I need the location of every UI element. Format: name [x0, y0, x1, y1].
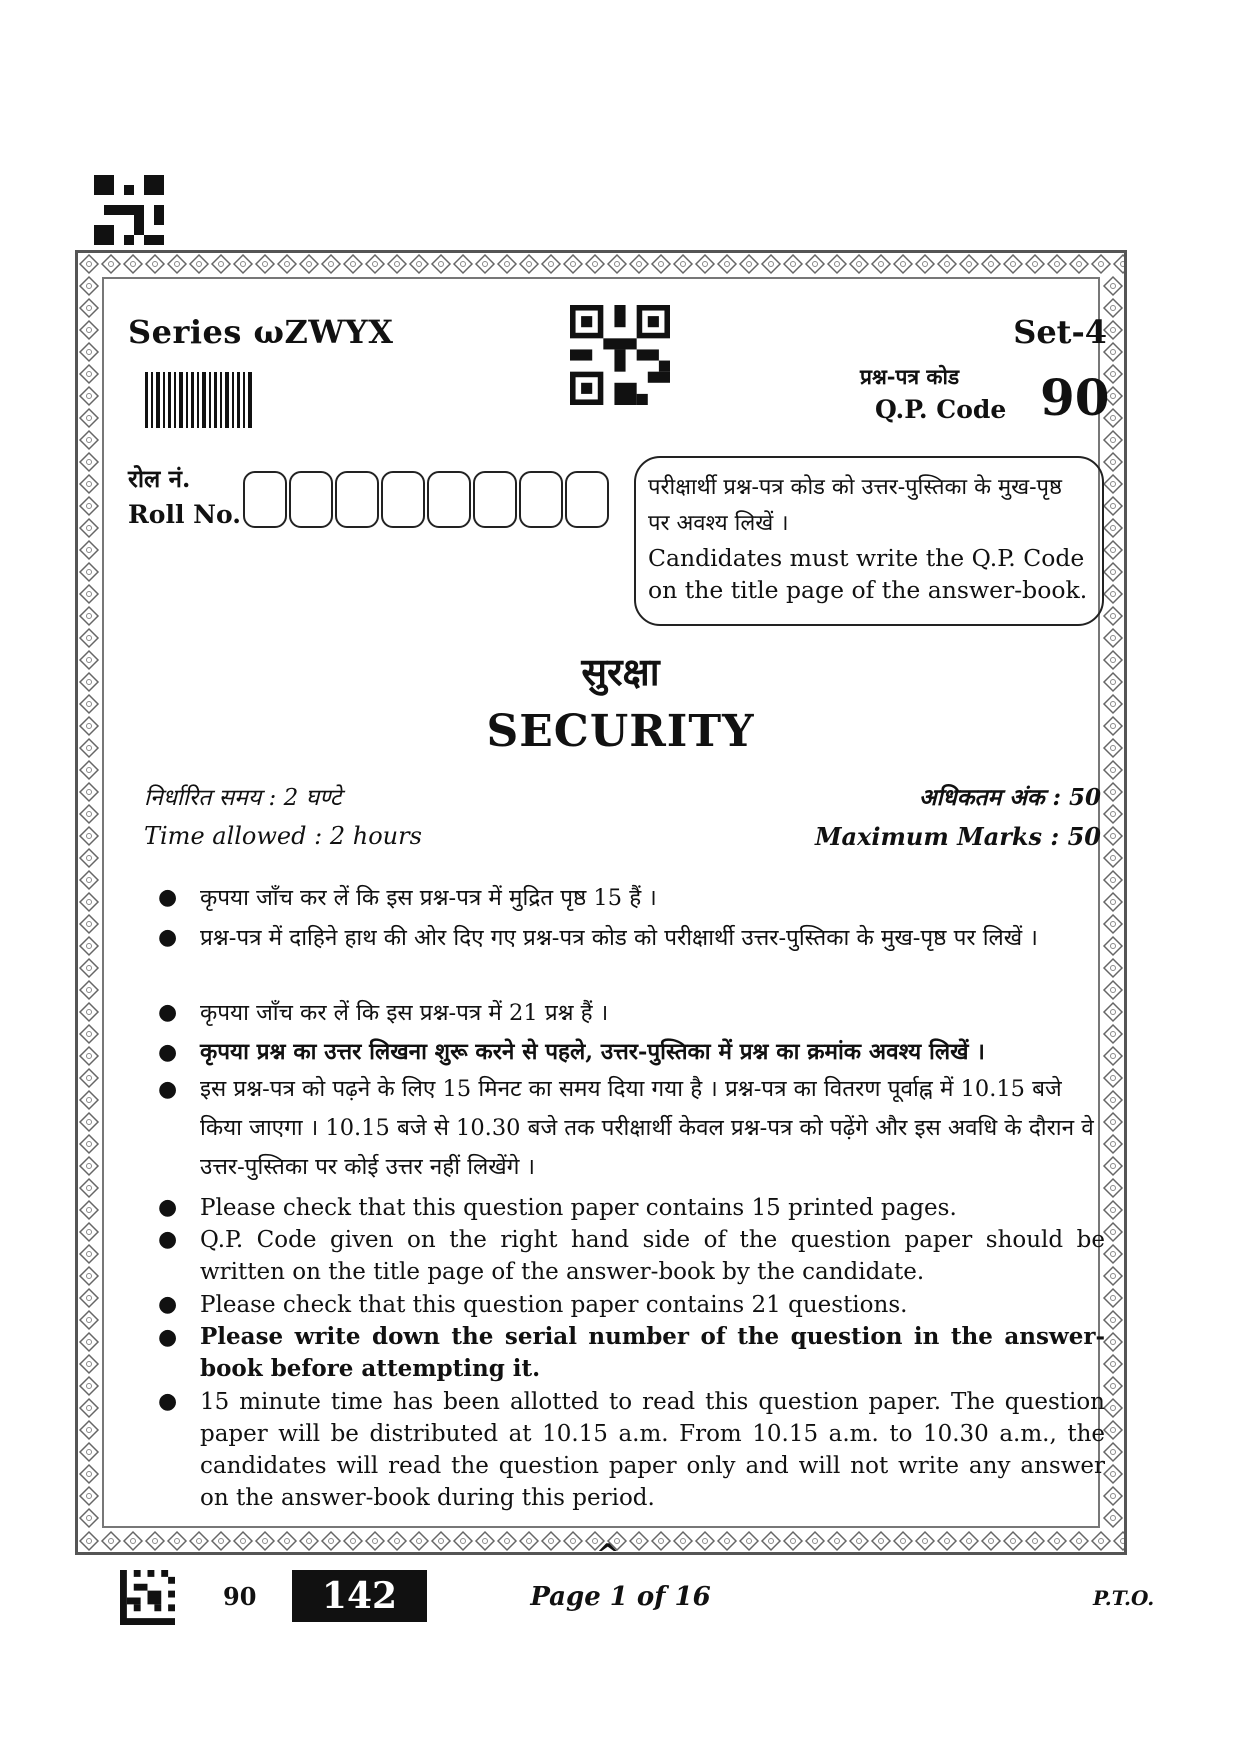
qp-code-value: 90 — [1040, 368, 1110, 427]
footer-code: 90 — [223, 1582, 257, 1611]
qr-code-top-left — [94, 175, 164, 245]
bullet: ● — [158, 1389, 178, 1414]
series-label: Series ωZWYX — [128, 313, 394, 351]
bullet: ● — [158, 1292, 178, 1317]
roll-number-label: Roll No. — [128, 500, 241, 529]
qp-code-label: Q.P. Code — [875, 395, 1007, 424]
instruction-text: Please write down the serial number of the question in the answer-book before attempting it. — [200, 1323, 1105, 1382]
roll-number-box[interactable] — [427, 471, 471, 528]
set-label: Set-4 — [1013, 313, 1107, 351]
roll-number-box[interactable] — [565, 471, 609, 528]
instruction-text: इस प्रश्न-पत्र को पढ़ने के लिए 15 मिनट का समय दिया गया है । प्रश्न-पत्र का वितरण पूर्वाह्न में 10.15 बजे किया जाएगा । 10.15 बजे से 10.30 बजे तक परीक्षार्थी केवल प्रश्न-पत्र को पढ़ेंगे और इस अवधि के दौरान वे उत्तर-पुस्तिका पर कोई उत्तर नहीं लिखेंगे । — [200, 1076, 1094, 1180]
footer-number-box: 142 — [292, 1570, 427, 1622]
barcode — [145, 372, 255, 428]
instruction-text: प्रश्न-पत्र में दाहिने हाथ की ओर दिए गए प्रश्न-पत्र कोड को परीक्षार्थी उत्तर-पुस्तिका के मुख-पृष्ठ पर लिखें । — [200, 925, 1038, 951]
pto-label: P.T.O. — [1093, 1586, 1155, 1610]
instruction-text: Q.P. Code given on the right hand side of the question paper should be written on the title page of the answer-book by the candidate. — [200, 1227, 1105, 1285]
instruction-text: Please check that this question paper contains 21 questions. — [200, 1292, 908, 1318]
qp-code-notice — [634, 456, 1104, 626]
roll-number-box[interactable] — [335, 471, 379, 528]
page-number: Page 1 of 16 — [530, 1582, 711, 1612]
roll-number-box[interactable] — [519, 471, 563, 528]
instruction-text: 15 minute time has been allotted to read this question paper. The question paper will be distributed at 10.15 a.m. From 10.15 a.m. to 10.30 a.m., the candidates will read the question paper only and will not write any answer on the answer-book during this period. — [200, 1389, 1105, 1511]
roll-number-box[interactable] — [289, 471, 333, 528]
instruction-text: कृपया जाँच कर लें कि इस प्रश्न-पत्र में 21 प्रश्न हैं । — [200, 1000, 609, 1026]
bullet: ● — [158, 925, 178, 950]
maximum-marks-hindi: अधिकतम अंक : 50 — [919, 784, 1101, 811]
roll-number-box[interactable] — [381, 471, 425, 528]
bullet: ● — [158, 1000, 178, 1025]
time-allowed: Time allowed : 2 hours — [144, 822, 422, 850]
bullet: ● — [158, 1039, 178, 1065]
roll-number-label-hindi: रोल नं. — [128, 464, 191, 493]
caret-mark: ^ — [596, 1538, 620, 1571]
qp-code-label-hindi: प्रश्न-पत्र कोड — [860, 364, 960, 389]
roll-number-box[interactable] — [243, 471, 287, 528]
bullet: ● — [158, 1324, 178, 1350]
time-allowed-hindi: निर्धारित समय : 2 घण्टे — [144, 785, 342, 811]
instruction-text: कृपया प्रश्न का उत्तर लिखना शुरू करने से पहले, उत्तर-पुस्तिका में प्रश्न का क्रमांक अवश्य लिखें । — [200, 1039, 985, 1065]
bullet: ● — [158, 1077, 178, 1102]
subject-title: SECURITY — [486, 706, 755, 757]
border-pattern-right — [1102, 275, 1124, 1530]
roll-number-box[interactable] — [473, 471, 517, 528]
instruction-text: Please check that this question paper contains 15 printed pages. — [200, 1195, 957, 1221]
bullet: ● — [158, 885, 178, 910]
bullet: ● — [158, 1227, 178, 1252]
bullet: ● — [158, 1195, 178, 1220]
subject-title-hindi: सुरक्षा — [581, 649, 660, 694]
maximum-marks: Maximum Marks : 50 — [814, 822, 1101, 851]
border-pattern-left — [78, 275, 100, 1530]
notice-hindi: परीक्षार्थी प्रश्न-पत्र कोड को उत्तर-पुस्तिका के मुख-पृष्ठ पर अवश्य लिखें । — [648, 475, 1062, 536]
border-pattern-top — [78, 253, 1124, 275]
instruction-text: कृपया जाँच कर लें कि इस प्रश्न-पत्र में मुद्रित पृष्ठ 15 हैं । — [200, 885, 657, 911]
notice-english: Candidates must write the Q.P. Code on the title page of the answer-book. — [648, 544, 1088, 604]
